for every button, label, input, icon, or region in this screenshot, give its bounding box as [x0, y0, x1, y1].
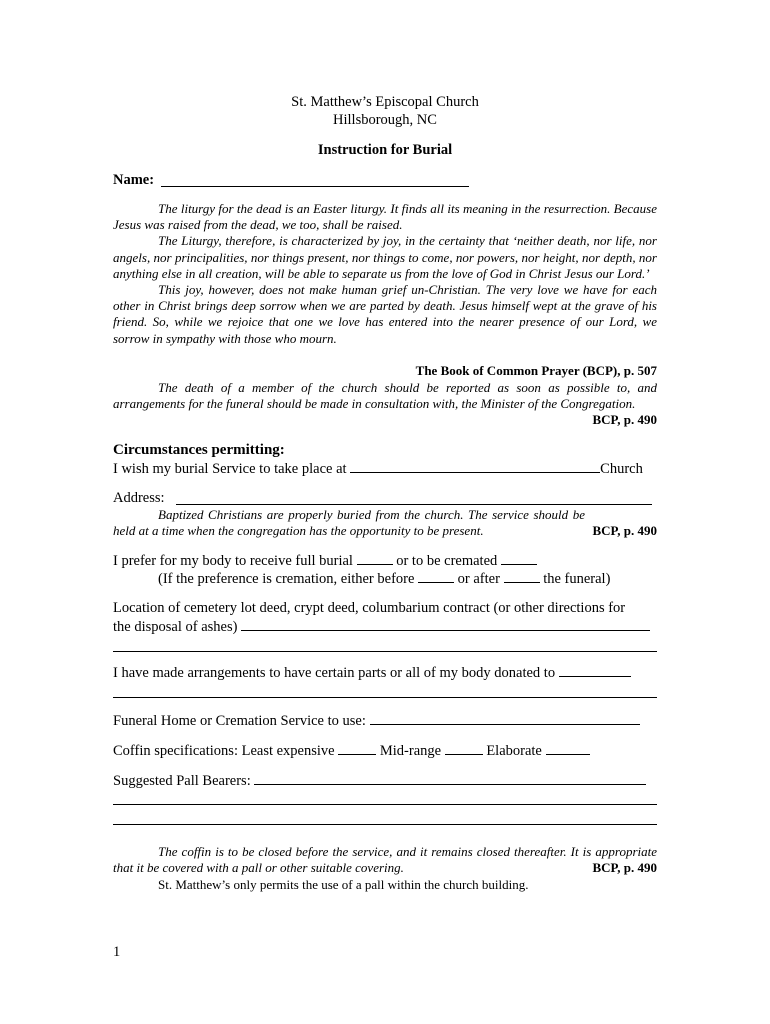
donation-label: I have made arrangements to have certain parts or all of my body donated to	[113, 665, 559, 681]
liturgy-text	[113, 201, 657, 347]
cremated-field[interactable]	[501, 552, 537, 565]
full-burial-label: I prefer for my body to receive full burial	[113, 553, 357, 569]
cremated-label: or to be cremated	[392, 553, 501, 569]
cremation-timing-row	[158, 570, 610, 588]
funeral-home-field[interactable]	[370, 712, 640, 725]
coffin-elaborate-label: Elaborate	[482, 743, 546, 759]
cemetery-label-line-1: Location of cemetery lot deed, crypt deed, columbarium contract (or other directions for	[113, 600, 626, 616]
burial-preference-row	[113, 552, 537, 570]
citation-bcp-490-a: BCP, p. 490	[592, 412, 657, 427]
pall-bearers-label: Suggested Pall Bearers:	[113, 773, 255, 789]
citation-bcp-507: The Book of Common Prayer (BCP), p. 507	[415, 363, 657, 378]
coffin-mid-label: Mid-range	[376, 743, 445, 759]
before-funeral-field[interactable]	[418, 570, 454, 583]
pall-bearers-field-2[interactable]	[113, 804, 657, 805]
death-report-paragraph: The death of a member of the church should be reported as soon as possible to, and arrangements for the funeral should be made in consultation with, the Minister of the Congregation.	[113, 380, 657, 412]
baptized-note: Baptized Christians are properly buried from the church. The service should be held at a time when the congregation has the opportunity to be present.	[113, 507, 585, 539]
church-name: St. Matthew’s Episcopal Church	[291, 94, 479, 110]
citation-bcp-490-c: BCP, p. 490	[592, 860, 657, 875]
cremation-after-label: or after	[454, 571, 504, 587]
donation-field-1[interactable]	[559, 664, 631, 677]
service-location-label: I wish my burial Service to take place at	[113, 461, 351, 477]
service-church-field[interactable]	[350, 460, 600, 473]
funeral-home-row	[113, 712, 640, 730]
service-location-row	[113, 460, 643, 478]
coffin-mid-field[interactable]	[445, 742, 483, 755]
funeral-home-label: Funeral Home or Cremation Service to use:	[113, 713, 370, 729]
pall-policy: St. Matthew’s only permits the use of a pall within the church building.	[158, 877, 529, 892]
pall-bearers-field-3[interactable]	[113, 824, 657, 825]
name-field[interactable]	[161, 186, 469, 187]
pall-bearers-row	[113, 772, 646, 790]
funeral-suffix: the funeral)	[539, 571, 611, 587]
cemetery-field-1[interactable]	[241, 618, 650, 631]
liturgy-paragraph-3: This joy, however, does not make human grief un-Christian. The very love we have for each other in Christ brings deep sorrow when we are parted by death. Jesus himself wept at the grave of his friend. So, while we rejoice that one we love has entered into the nearer presence of our Lord, we sorrow in sympathy with those who mourn.	[113, 282, 657, 346]
circumstances-heading: Circumstances permitting:	[113, 442, 285, 458]
death-report-text	[113, 380, 657, 412]
coffin-note: The coffin is to be closed before the service, and it remains closed thereafter. It is appropriate that it be covered with a pall or other suitable covering.	[113, 844, 657, 876]
liturgy-paragraph-1: The liturgy for the dead is an Easter liturgy. It finds all its meaning in the resurrection. Because Jesus was raised from the dead, we too, shall be raised.	[113, 201, 657, 233]
pall-bearers-field-1[interactable]	[254, 772, 646, 785]
cemetery-row-2	[113, 618, 650, 636]
name-label: Name:	[113, 172, 155, 188]
after-funeral-field[interactable]	[504, 570, 540, 583]
donation-field-2[interactable]	[113, 697, 657, 698]
coffin-least-label: Coffin specifications: Least expensive	[113, 743, 339, 759]
citation-bcp-490-b: BCP, p. 490	[592, 523, 657, 538]
coffin-row	[113, 742, 590, 760]
cemetery-field-2[interactable]	[113, 651, 657, 652]
coffin-elaborate-field[interactable]	[546, 742, 590, 755]
cemetery-label-line-2: the disposal of ashes)	[113, 619, 242, 635]
church-location: Hillsborough, NC	[333, 112, 437, 128]
document-title: Instruction for Burial	[317, 142, 453, 158]
donation-row	[113, 664, 631, 682]
page-number: 1	[113, 944, 121, 960]
address-field[interactable]	[176, 504, 652, 505]
address-label: Address:	[113, 490, 165, 506]
full-burial-field[interactable]	[357, 552, 393, 565]
liturgy-paragraph-2: The Liturgy, therefore, is characterized by joy, in the certainty that ‘neither death, nor life, nor angels, nor principalities, nor things present, nor things to come, nor powers, nor height, nor depth, nor anything else in all creation, will be able to separate us from the love of God in Christ Jesus our Lord.’	[113, 233, 657, 281]
coffin-least-field[interactable]	[338, 742, 376, 755]
cremation-before-label: (If the preference is cremation, either before	[158, 571, 419, 587]
church-suffix: Church	[600, 461, 643, 477]
